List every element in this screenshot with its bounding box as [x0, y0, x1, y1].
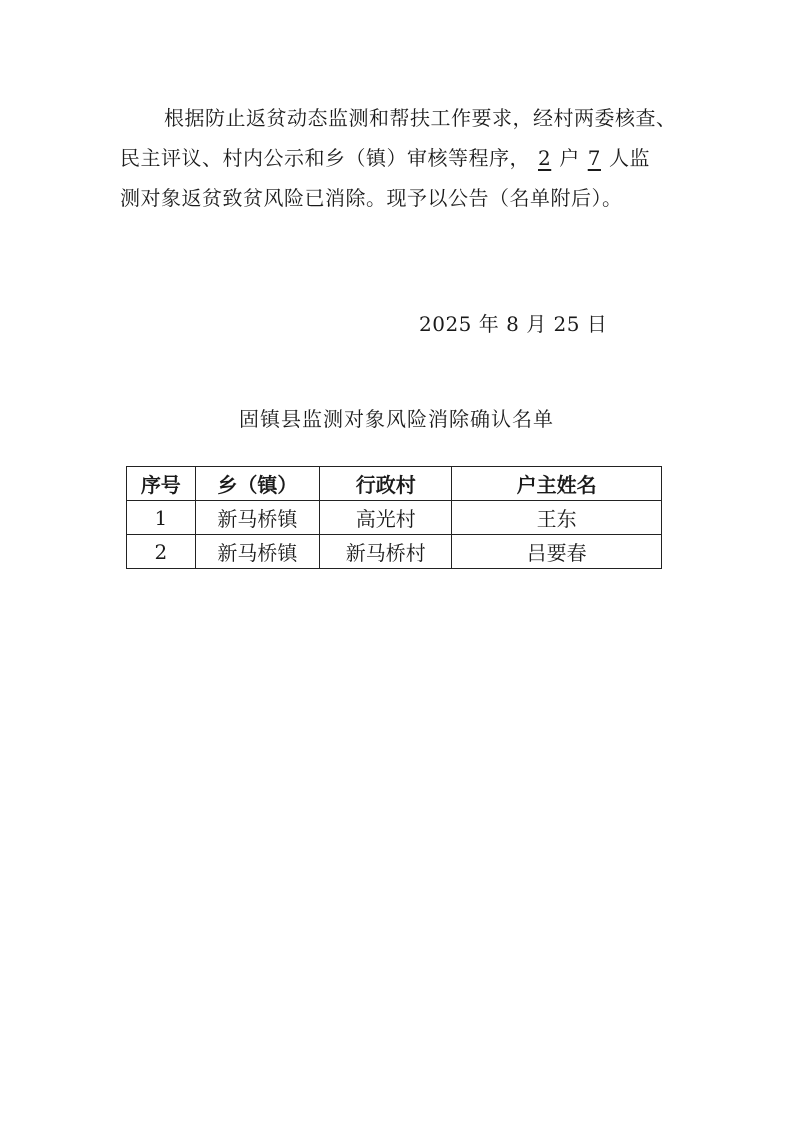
cell-householder: 吕要春: [452, 535, 662, 569]
cell-householder: 王东: [452, 501, 662, 535]
notice-line-1: 根据防止返贫动态监测和帮扶工作要求，经村两委核查、: [164, 106, 677, 130]
household-count: 2: [538, 146, 552, 170]
table-row: [127, 535, 662, 569]
household-unit: 户: [559, 146, 580, 170]
notice-line-2: [120, 138, 700, 178]
header-village: 行政村: [320, 467, 452, 501]
cell-index: 2: [127, 535, 196, 569]
list-title: 固镇县监测对象风险消除确认名单: [239, 407, 554, 431]
notice-line-2-suffix: 人监: [608, 146, 650, 170]
header-township: 乡（镇）: [195, 467, 320, 501]
table-header-row: [127, 467, 662, 501]
notice-line-3: 测对象返贫致贫风险已消除。现予以公告（名单附后）。: [120, 186, 623, 210]
table-row: [127, 501, 662, 535]
cell-index: 1: [127, 501, 196, 535]
cell-village: 新马桥村: [320, 535, 452, 569]
cell-village: 高光村: [320, 501, 452, 535]
person-count: 7: [587, 146, 601, 170]
notice-date: 2025 年 8 月 25 日: [419, 312, 608, 336]
cell-township: 新马桥镇: [195, 501, 320, 535]
cell-township: 新马桥镇: [195, 535, 320, 569]
header-index: 序号: [127, 467, 196, 501]
header-householder: 户主姓名: [452, 467, 662, 501]
notice-line-2-prefix: 民主评议、村内公示和乡（镇）审核等程序，: [120, 146, 530, 170]
roster-table: [126, 466, 662, 569]
notice-paragraph: [120, 98, 700, 218]
